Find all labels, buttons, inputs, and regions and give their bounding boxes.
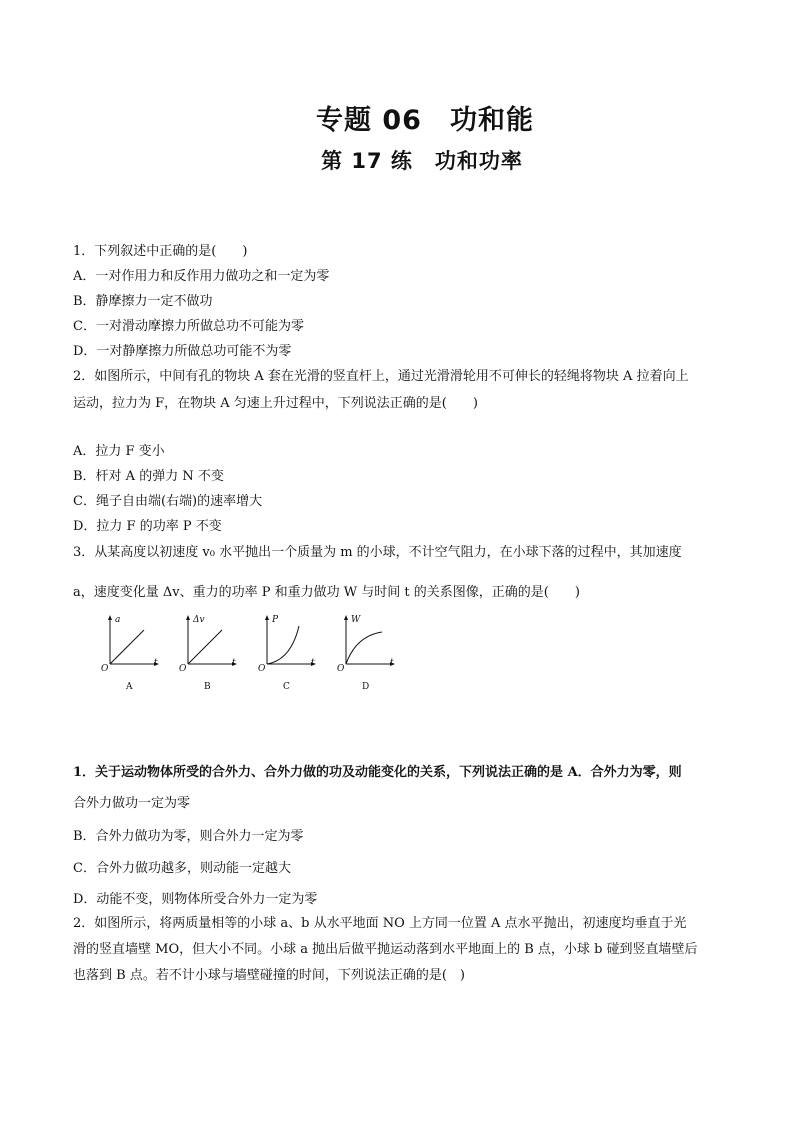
y-axis-arrow	[344, 615, 348, 620]
y-axis-arrow	[108, 615, 112, 620]
question-2-option-a: A．拉力 F 变小	[73, 444, 165, 459]
graph-d-plot	[334, 612, 398, 672]
question-2-stem-line2: 运动，拉力为 F，在物块 A 匀速上升过程中，下列说法正确的是( )	[73, 396, 478, 411]
question-1-option-a: A．一对作用力和反作用力做功之和一定为零	[73, 269, 330, 284]
graph-caption: B	[204, 682, 211, 692]
page-title: 专题 06 功和能	[316, 105, 534, 136]
graph-a-plot	[98, 612, 162, 672]
page-subtitle: 第 17 练 功和功率	[321, 149, 523, 173]
graph-caption: C	[283, 682, 290, 692]
origin-label: O	[258, 664, 266, 674]
graph-curve	[188, 630, 222, 664]
graph-a	[98, 612, 162, 696]
x-axis-label: t	[232, 658, 236, 668]
graph-curve	[267, 626, 299, 664]
graph-curve	[346, 632, 382, 664]
question-1-option-b: B．静摩擦力一定不做功	[73, 294, 213, 309]
graph-caption: A	[126, 682, 133, 692]
part2-question-1-line2: 合外力做功一定为零	[73, 796, 191, 811]
part2-question-1-line1: 1．关于运动物体所受的合外力、合外力做的功及动能变化的关系，下列说法正确的是 A．合外力为零，则	[73, 765, 682, 780]
x-axis-label: t	[390, 658, 394, 668]
origin-label: O	[179, 664, 187, 674]
graph-c	[255, 612, 319, 696]
part2-question-1-option-b: B．合外力做功为零，则合外力一定为零	[73, 829, 304, 844]
question-2-stem-line1: 2．如图所示，中间有孔的物块 A 套在光滑的竖直杆上，通过光滑滑轮用不可伸长的轻绳将物块 A 拉着向上	[73, 369, 689, 384]
question-3-stem-line2: a，速度变化量 Δv、重力的功率 P 和重力做功 W 与时间 t 的关系图像，正确的是( )	[73, 585, 580, 600]
question-2-option-d: D．拉力 F 的功率 P 不变	[73, 519, 222, 534]
graph-b-plot	[176, 612, 240, 672]
question-1-option-c: C．一对滑动摩擦力所做总功不可能为零	[73, 319, 304, 334]
part2-question-1-option-c: C．合外力做功越多，则动能一定越大	[73, 861, 291, 876]
y-axis-label: W	[351, 615, 361, 625]
part2-question-2-line3: 也落到 B 点。若不计小球与墙壁碰撞的时间，下列说法正确的是( )	[73, 968, 465, 983]
question-1-option-d: D．一对静摩擦力所做总功可能不为零	[73, 344, 292, 359]
graph-c-plot	[255, 612, 319, 672]
graph-curve	[110, 630, 144, 664]
part2-question-2-line1: 2．如图所示，将两质量相等的小球 a、b 从水平地面 NO 上方同一位置 A 点水平抛出，初速度均垂直于光	[73, 916, 687, 931]
question-2-option-b: B．杆对 A 的弹力 N 不变	[73, 469, 224, 484]
y-axis-arrow	[186, 615, 190, 620]
x-axis-label: t	[311, 658, 315, 668]
graph-caption: D	[362, 682, 370, 692]
question-1-stem: 1．下列叙述中正确的是( )	[73, 244, 248, 259]
question-3-stem-line1: 3．从某高度以初速度 v₀ 水平抛出一个质量为 m 的小球，不计空气阻力，在小球下落的过程中，其加速度	[73, 545, 682, 560]
y-axis-arrow	[265, 615, 269, 620]
part2-question-2-line2: 滑的竖直墙壁 MO，但大小不同。小球 a 抛出后做平抛运动落到水平地面上的 B 点，小球 b 碰到竖直墙壁后	[73, 942, 698, 957]
graph-d	[334, 612, 398, 696]
part2-question-1-option-d: D．动能不变，则物体所受合外力一定为零	[73, 892, 318, 907]
graph-b	[176, 612, 240, 696]
question-2-option-c: C．绳子自由端(右端)的速率增大	[73, 494, 263, 509]
y-axis-label: a	[115, 615, 121, 625]
y-axis-label: P	[272, 615, 279, 625]
origin-label: O	[101, 664, 109, 674]
y-axis-label: Δv	[193, 615, 205, 625]
origin-label: O	[337, 664, 345, 674]
x-axis-label: t	[154, 658, 158, 668]
